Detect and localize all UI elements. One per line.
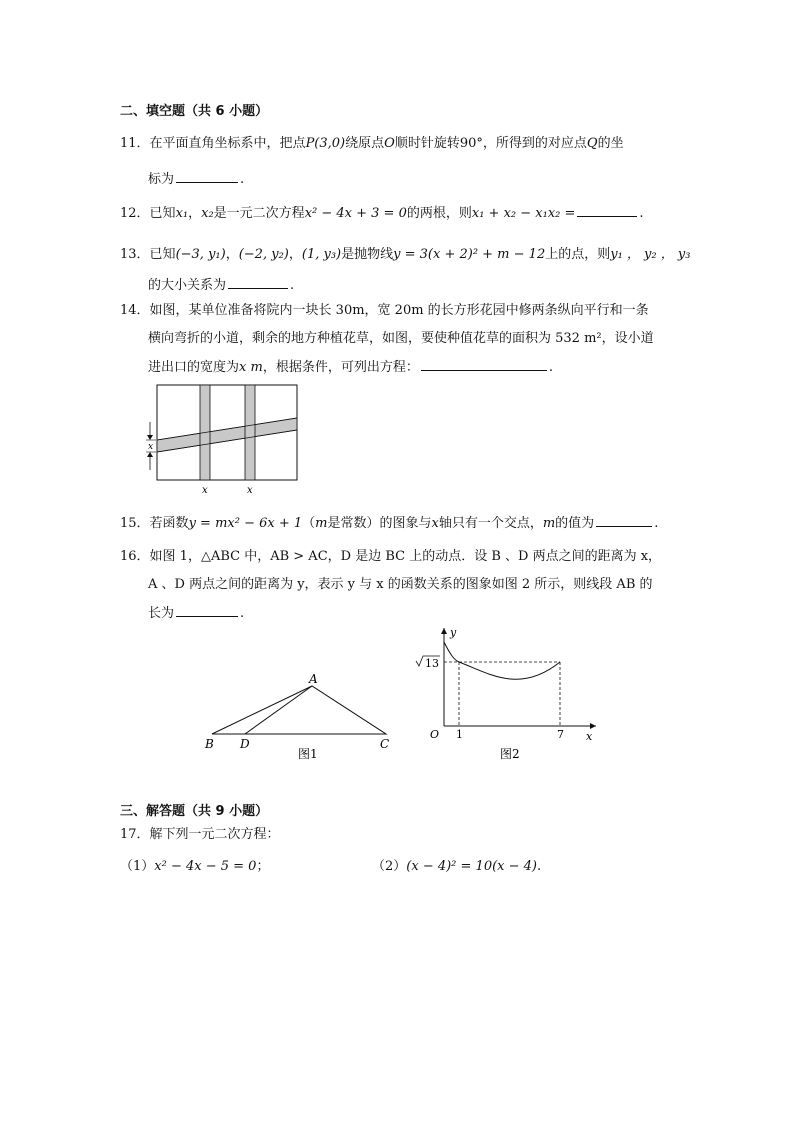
question-17: 17．解下列一元二次方程： [120,827,280,842]
y-axis-arrow-icon [441,628,447,634]
path-width-label: x [148,442,154,452]
segment-ad [245,686,312,734]
question-13-cont: 的大小关系为 . [148,278,295,293]
figure-1-caption: 图1 [298,747,318,761]
tick-1-label: 1 [456,728,463,741]
tick-7-label: 7 [557,728,564,741]
arrow-down-icon [147,435,153,440]
vertex-b-label: B [205,737,214,751]
answer-blank-11[interactable] [176,170,238,183]
question-14-line2: 横向弯折的小道，剩余的地方种植花草，如图，要使种值花草的面积为 532 m²，设小道 [148,331,654,346]
question-13: 13．已知(−3, y₁)，(−2, y₂)，(1, y₃)是抛物线y = 3(x + 2)² + m − 12上的点，则y₁ ， y₂ ， y₃ [120,247,691,262]
path-width-label-1: x [202,485,208,496]
figure-2-caption: 图2 [500,747,520,761]
question-16: 16．如图 1，△ABC 中，AB > AC，D 是边 BC 上的动点．设 B 、D 两点之间的距离为 x， [120,549,662,564]
section-2-title: 二、填空题（共 6 小题） [120,104,269,119]
vertex-a-label: A [309,672,318,686]
point-d-label: D [240,737,250,751]
answer-blank-13[interactable] [228,276,288,289]
section-3-title: 三、解答题（共 9 小题） [120,804,269,819]
question-12: 12．已知x₁，x₂是一元二次方程x² − 4x + 3 = 0的两根，则x₁ + x₂ − x₁x₂ = . [120,206,644,221]
figure-1-triangle [200,668,400,768]
question-11-cont: 标为 . [148,172,245,187]
garden-figure [142,380,312,500]
question-17-part-1: （1）x² − 4x − 5 = 0； [120,859,270,874]
arrow-up-icon [147,452,153,457]
x-axis-label: x [586,730,593,743]
answer-blank-14[interactable] [421,358,547,371]
answer-blank-16[interactable] [176,604,238,617]
sqrt-13-label: 13 [425,657,439,670]
answer-blank-15[interactable] [596,514,652,527]
figure-2-graph [410,624,600,764]
question-14: 14．如图，某单位准备将院内一块长 30m，宽 20m 的长方形花园中修两条纵向平行和一条 [120,303,649,318]
origin-label: O [430,728,440,741]
question-14-line3: 进出口的宽度为x m，根据条件，可列出方程： . [148,360,553,375]
answer-blank-12[interactable] [577,204,637,217]
function-curve [444,642,560,679]
vertical-path-2 [245,385,255,480]
x-axis-arrow-icon [590,723,596,729]
triangle-abc [212,686,386,734]
y-axis-label: y [450,626,457,639]
question-16-line2: A 、D 两点之间的距离为 y，表示 y 与 x 的函数关系的图象如图 2 所示，则线段 AB 的 [148,577,653,592]
question-17-part-2: （2）(x − 4)² = 10(x − 4). [372,859,542,874]
question-11: 11．在平面直角坐标系中，把点P(3,0)绕原点O顺时针旋转90°，所得到的对应点Q的坐 [120,136,624,151]
question-15: 15．若函数y = mx² − 6x + 1（m是常数）的图象与x轴只有一个交点，m的值为 . [120,516,659,531]
path-width-label-2: x [247,485,253,496]
vertex-c-label: C [380,737,390,751]
question-16-line3: 长为 . [148,606,245,621]
